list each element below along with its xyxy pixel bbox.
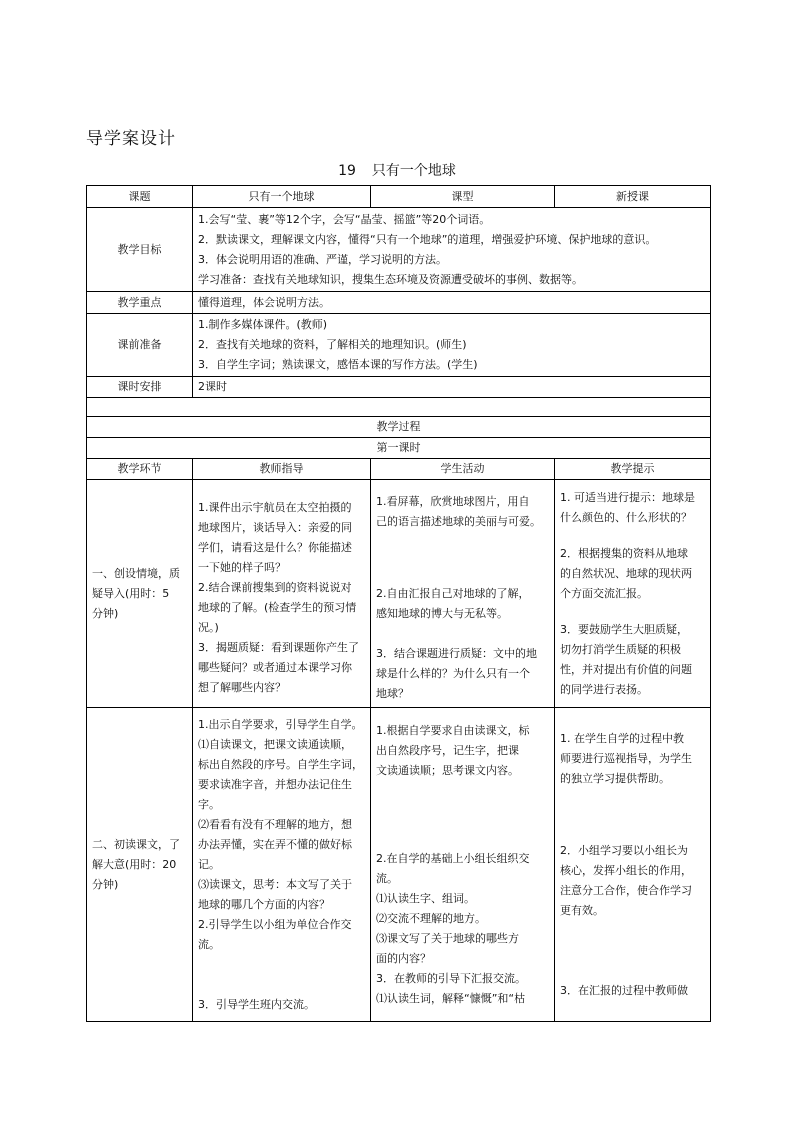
- key-value: 懂得道理，体会说明方法。: [193, 292, 711, 314]
- topic-row: [87, 186, 711, 208]
- teacher-line: 要求读准字音，并想办法记住生: [198, 777, 352, 791]
- student-line: 2.在自学的基础上小组长组织交: [376, 851, 530, 865]
- tip-line: 师要进行巡视指导，为学生: [560, 751, 692, 765]
- header-stage: 教学环节: [87, 459, 193, 480]
- teacher-line: 学们，请看这是什么？你能描述: [198, 540, 352, 554]
- tip-line: 的独立学习提供帮助。: [560, 771, 670, 785]
- hours-value: 2课时: [193, 377, 711, 398]
- teacher-line: 地球图片，谈话导入：亲爱的同: [198, 520, 352, 534]
- lesson-plan-table: [86, 185, 711, 1022]
- prep-line: 2．查找有关地球的资料，了解相关的地理知识。(师生): [198, 338, 467, 351]
- period-title-row: [87, 438, 711, 459]
- tip-line: 的自然状况、地球的现状两: [560, 566, 692, 580]
- stage1-name: [87, 480, 193, 708]
- student-line: ⑴认读生词，解释“慷慨”和“枯: [376, 991, 526, 1005]
- hours-label: 课时安排: [87, 377, 193, 398]
- teacher-line: 2.引导学生以小组为单位合作交: [198, 917, 352, 931]
- teacher-line: 况。): [198, 620, 219, 634]
- student-line: 感知地球的博大与无私等。: [376, 606, 508, 620]
- teacher-line: ⑴自读课文，把课文读通读顺，: [198, 737, 352, 751]
- hours-row: [87, 377, 711, 398]
- blank-row: [87, 398, 711, 417]
- prep-line: 3．自学生字词；熟读课文，感悟本课的写作方法。(学生): [198, 358, 478, 371]
- period-title: 第一课时: [87, 438, 711, 459]
- teacher-line: 地球的哪几个方面的内容？: [198, 897, 330, 911]
- student-line: 出自然段序号，记生字，把课: [376, 743, 519, 757]
- tip-line: 什么颜色的、什么形状的？: [560, 510, 692, 524]
- tip-line: 3．在汇报的过程中教师做: [560, 983, 688, 997]
- header-student: 学生活动: [371, 459, 555, 480]
- teacher-line: 3．引导学生班内交流。: [198, 997, 315, 1011]
- tip-line: 3．要鼓励学生大胆质疑，: [560, 622, 688, 636]
- goal-line: 学习准备：查找有关地球知识，搜集生态环境及资源遭受破坏的事例、数据等。: [198, 272, 583, 286]
- teacher-line: 1.课件出示宇航员在太空拍摄的: [198, 500, 352, 514]
- stage1-teacher: [193, 480, 371, 708]
- stage1-tips: [555, 480, 711, 708]
- student-line: 文读通读顺；思考课文内容。: [376, 763, 519, 777]
- process-title-row: [87, 417, 711, 438]
- tip-line: 更有效。: [560, 903, 604, 917]
- student-line: 2.自由汇报自己对地球的了解，: [376, 586, 530, 600]
- teacher-line: 标出自然段的序号。自学生字词，: [198, 757, 363, 771]
- stage-name-line: 分钟): [92, 877, 119, 891]
- teacher-line: 1.出示自学要求，引导学生自学。: [198, 717, 363, 731]
- header-tips: 教学提示: [555, 459, 711, 480]
- stage2-row: [87, 708, 711, 1022]
- tip-line: 2．小组学习要以小组长为: [560, 843, 688, 857]
- stage2-tips: [555, 708, 711, 1022]
- student-line: 1.根据自学要求自由读课文，标: [376, 723, 530, 737]
- prep-row: [87, 314, 711, 377]
- student-line: 面的内容？: [376, 951, 431, 965]
- prep-label: 课前准备: [87, 314, 193, 377]
- topic-label: 课题: [87, 186, 193, 208]
- teacher-line: 办法弄懂，实在弄不懂的做好标: [198, 837, 352, 851]
- stage-name-line: 解大意(用时：20: [92, 857, 177, 871]
- header-row: [87, 459, 711, 480]
- stage-name-line: 疑导入(用时：5: [92, 586, 170, 600]
- stage1-row: [87, 480, 711, 708]
- stage-name-line: 二、初读课文，了: [92, 837, 180, 851]
- goal-line: 3．体会说明用语的准确、严谨，学习说明的方法。: [198, 252, 447, 266]
- type-label: 课型: [371, 186, 555, 208]
- topic-value: 只有一个地球: [193, 186, 371, 208]
- type-value: 新授课: [555, 186, 711, 208]
- teacher-line: 记。: [198, 857, 220, 871]
- student-line: 球是什么样的？为什么只有一个: [376, 666, 530, 680]
- process-title: 教学过程: [87, 417, 711, 438]
- student-line: 3．在教师的引导下汇报交流。: [376, 971, 526, 985]
- teacher-line: ⑶读课文，思考：本文写了关于: [198, 877, 352, 891]
- tip-line: 1. 在学生自学的过程中教: [560, 731, 684, 745]
- teacher-line: ⑵看看有没有不理解的地方，想: [198, 817, 352, 831]
- stage-name-line: 分钟): [92, 606, 119, 620]
- stage2-teacher: [193, 708, 371, 1022]
- teacher-line: 字。: [198, 797, 220, 811]
- prep-content: [193, 314, 711, 377]
- student-line: ⑶课文写了关于地球的哪些方: [376, 931, 519, 945]
- student-line: 3．结合课题进行质疑：文中的地: [376, 646, 537, 660]
- goals-label: 教学目标: [87, 208, 193, 292]
- stage1-student: [371, 480, 555, 708]
- lesson-name: 只有一个地球: [371, 163, 456, 179]
- stage2-student: [371, 708, 555, 1022]
- prep-line: 1.制作多媒体课件。(教师): [198, 318, 328, 331]
- goals-row: [87, 208, 711, 292]
- tip-line: 2．根据搜集的资料从地球: [560, 546, 688, 560]
- goal-line: 2．默读课文，理解课文内容，懂得“只有一个地球”的道理，增强爱护环境、保护地球的意识。: [198, 232, 657, 246]
- tip-line: 注意分工合作，使合作学习: [560, 883, 692, 897]
- key-row: [87, 292, 711, 314]
- student-line: 地球？: [376, 686, 409, 700]
- document-title: 导学案设计: [86, 129, 176, 149]
- student-line: 流。: [376, 871, 398, 885]
- goal-line: 1.会写“莹、裹”等12个字，会写“晶莹、摇篮”等20个词语。: [198, 212, 491, 226]
- header-teacher: 教师指导: [193, 459, 371, 480]
- key-label: 教学重点: [87, 292, 193, 314]
- stage2-name: [87, 708, 193, 1022]
- teacher-line: 地球的了解。(检查学生的预习情: [198, 600, 357, 614]
- student-line: 己的语言描述地球的美丽与可爱。: [376, 514, 541, 528]
- goals-content: [193, 208, 711, 292]
- student-line: ⑵交流不理解的地方。: [376, 911, 486, 925]
- student-line: ⑴认读生字、组词。: [376, 891, 475, 905]
- student-line: 1.看屏幕，欣赏地球图片，用自: [376, 494, 530, 508]
- teacher-line: 一下她的样子吗？: [198, 560, 286, 574]
- tip-line: 1. 可适当进行提示：地球是: [560, 490, 695, 504]
- lesson-number: 19: [338, 163, 356, 179]
- tip-line: 性，并对提出有价值的问题: [560, 662, 692, 676]
- teacher-line: 3．揭题质疑：看到课题你产生了: [198, 640, 359, 654]
- tip-line: 切勿打消学生质疑的积极: [560, 642, 681, 656]
- teacher-line: 流。: [198, 937, 220, 951]
- tip-line: 个方面交流汇报。: [560, 586, 648, 600]
- lesson-title: [0, 160, 794, 180]
- teacher-line: 哪些疑问？或者通过本课学习你: [198, 660, 352, 674]
- teacher-line: 想了解哪些内容？: [198, 680, 286, 694]
- tip-line: 的同学进行表扬。: [560, 682, 648, 696]
- teacher-line: 2.结合课前搜集到的资料说说对: [198, 580, 352, 594]
- stage-name-line: 一、创设情境，质: [92, 566, 180, 580]
- tip-line: 核心，发挥小组长的作用，: [560, 863, 692, 877]
